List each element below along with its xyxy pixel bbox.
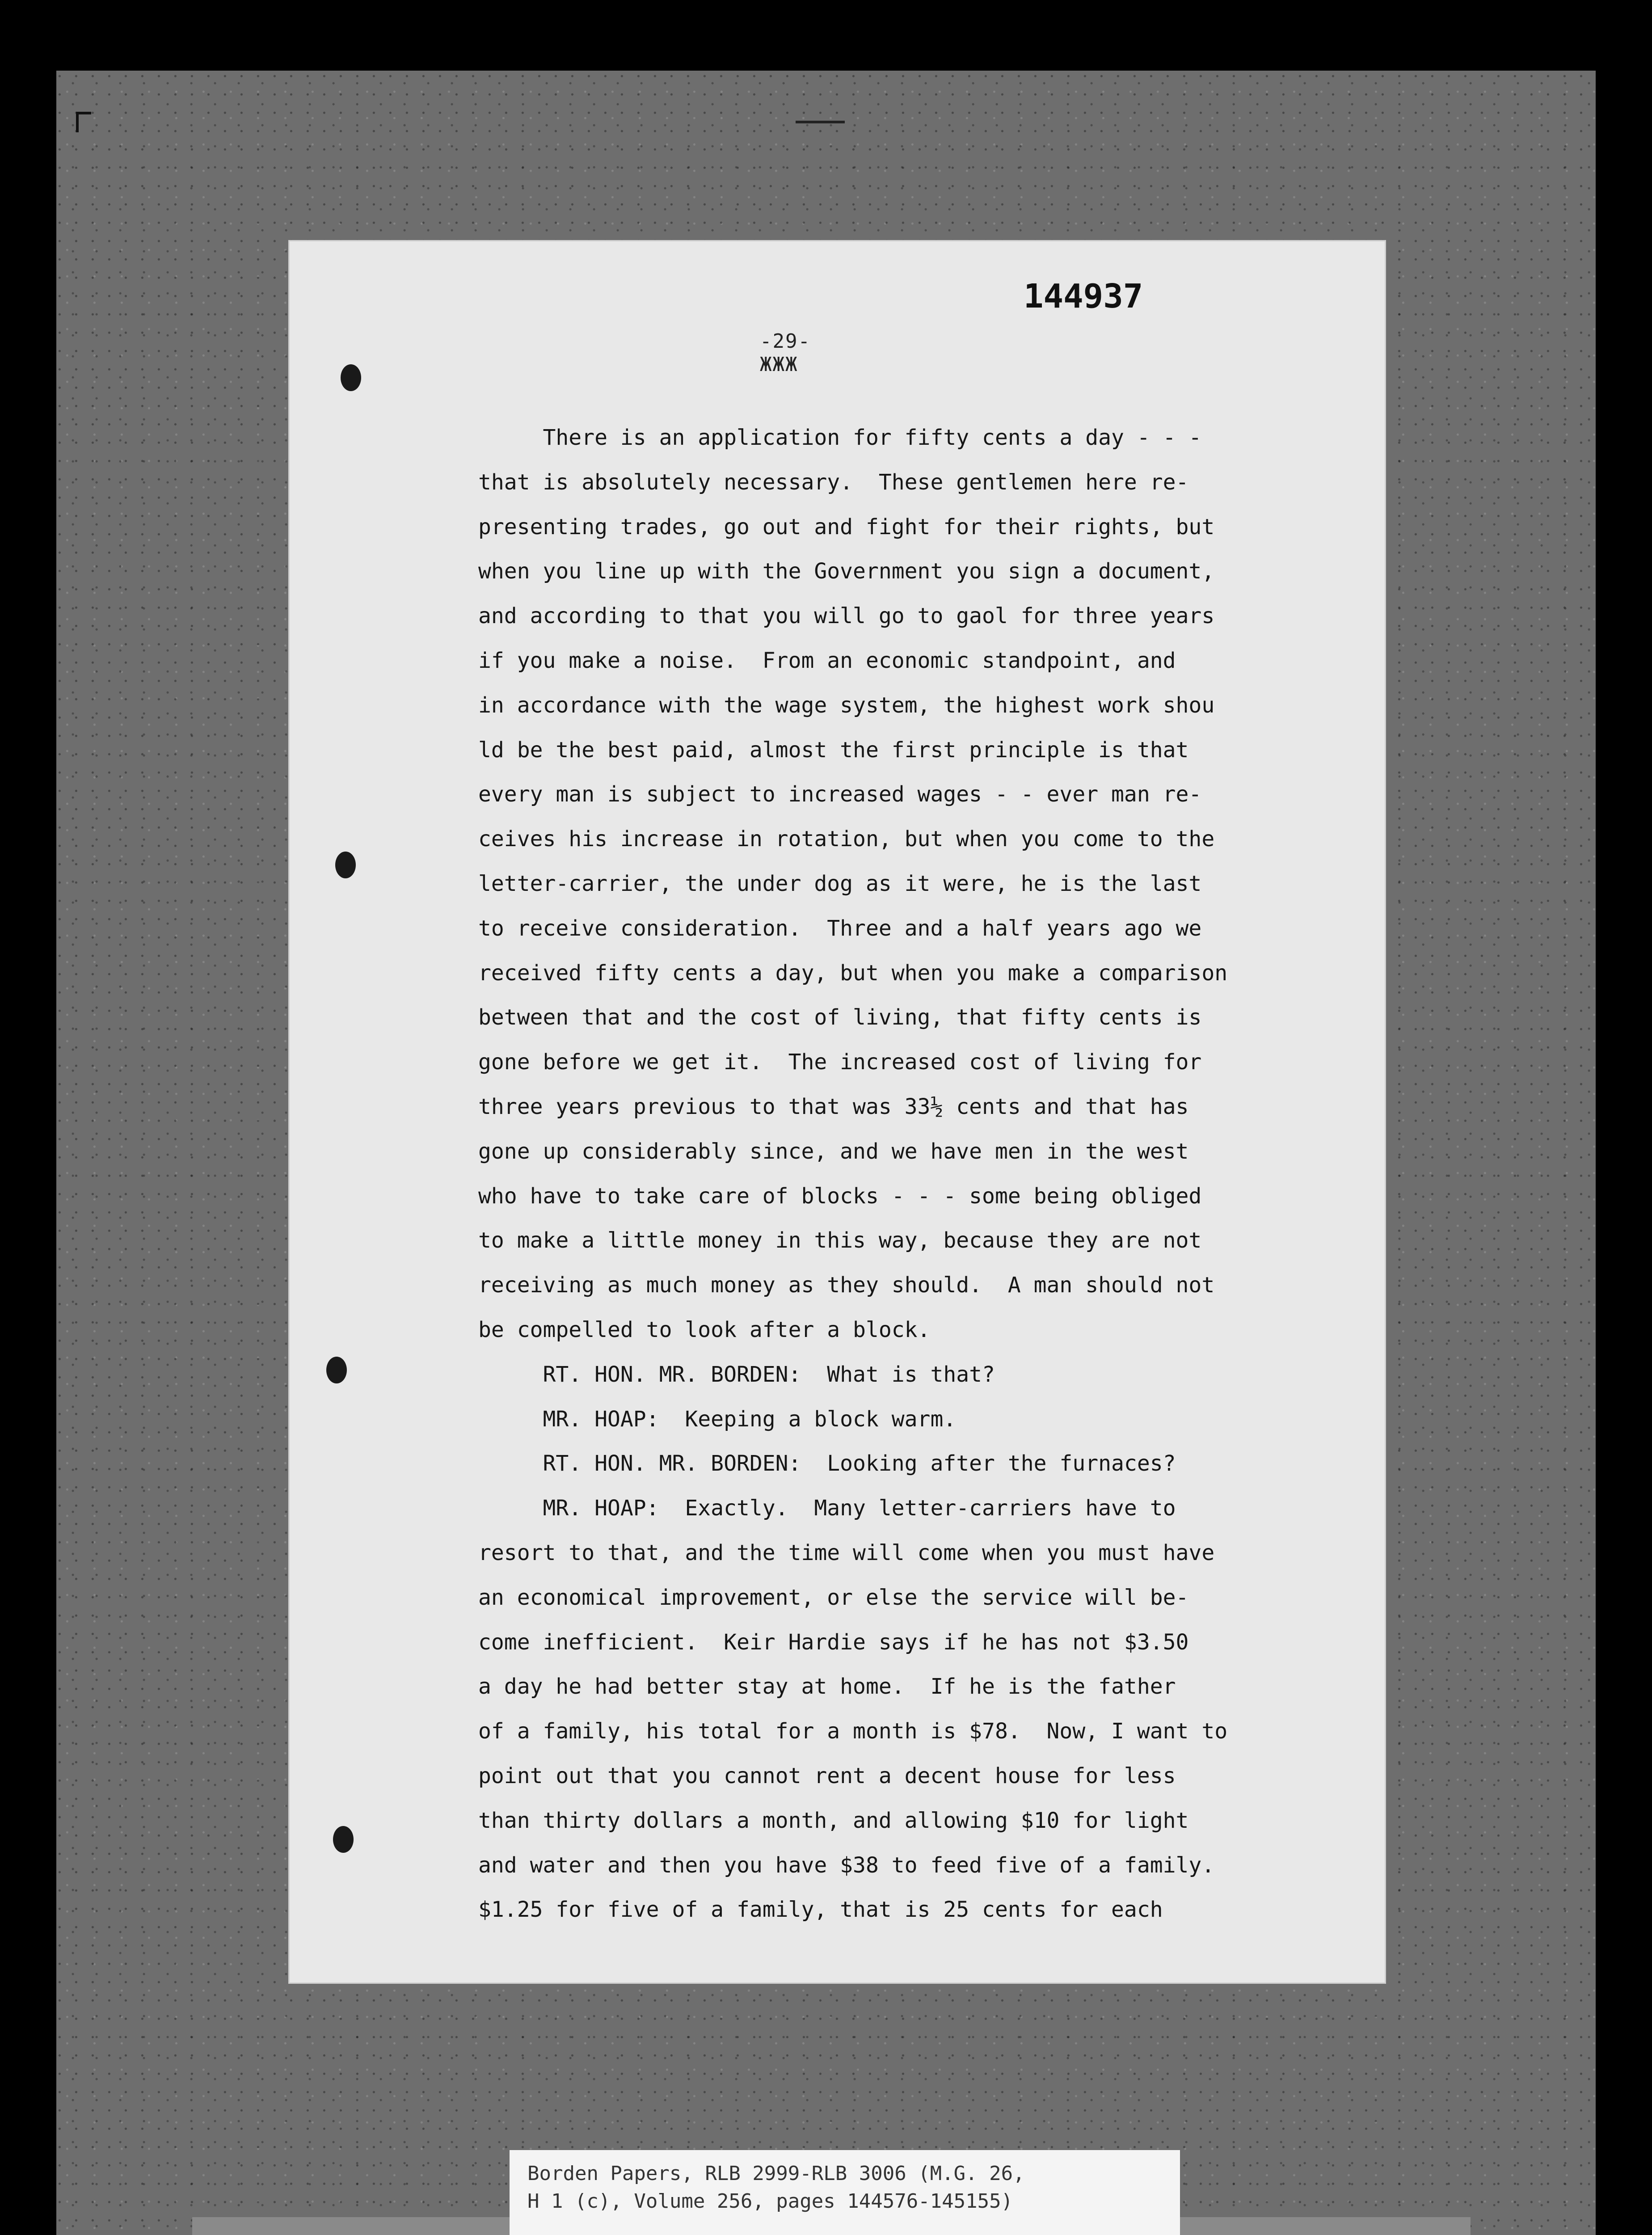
text-line: if you make a noise. From an economic standpoint, and (478, 648, 1176, 673)
struck-page-number: ЖЖЖ (760, 353, 798, 376)
page-number-text: -29- (760, 330, 811, 353)
text-line: gone before we get it. The increased cost of living for (478, 1050, 1202, 1075)
text-line: letter-carrier, the under dog as it were, he is the last (478, 871, 1202, 896)
text-line: receiving as much money as they should. A man should not (478, 1273, 1215, 1298)
text-line: MR. HOAP: Keeping a block warm. (478, 1406, 957, 1432)
text-line: than thirty dollars a month, and allowing $10 for light (478, 1808, 1189, 1833)
film-corner-mark (76, 112, 91, 132)
text-line: every man is subject to increased wages - - ever man re- (478, 782, 1202, 807)
page-number (760, 330, 811, 376)
typed-text-body (478, 416, 1310, 1932)
text-line: RT. HON. MR. BORDEN: What is that? (478, 1362, 995, 1387)
text-line: There is an application for fifty cents a day - - - (478, 425, 1202, 450)
collection-label-line: Borden Papers, RLB 2999-RLB 3006 (M.G. 26, (527, 2162, 1025, 2185)
text-line: received fifty cents a day, but when you make a comparison (478, 960, 1228, 986)
text-line: point out that you cannot rent a decent house for less (478, 1763, 1176, 1788)
text-line: to receive consideration. Three and a half years ago we (478, 915, 1202, 941)
text-line: when you line up with the Government you sign a document, (478, 559, 1215, 584)
text-line: be compelled to look after a block. (478, 1317, 931, 1342)
text-line: $1.25 for five of a family, that is 25 cents for each (478, 1897, 1163, 1923)
text-line: in accordance with the wage system, the highest work shou (478, 692, 1215, 718)
punch-hole (326, 1357, 347, 1383)
text-line: resort to that, and the time will come when you must have (478, 1540, 1215, 1565)
punch-hole (335, 852, 356, 878)
text-line: to make a little money in this way, because they are not (478, 1228, 1202, 1253)
text-line: come inefficient. Keir Hardie says if he has not $3.50 (478, 1629, 1189, 1655)
text-line: and according to that you will go to gaol for three years (478, 603, 1215, 629)
text-line: presenting trades, go out and fight for their rights, but (478, 514, 1215, 540)
text-line: and water and then you have $38 to feed five of a family. (478, 1852, 1215, 1878)
collection-label-line: H 1 (c), Volume 256, pages 144576-145155) (527, 2190, 1013, 2213)
text-line: three years previous to that was 33½ cents and that has (478, 1094, 1189, 1119)
text-line: of a family, his total for a month is $78. Now, I want to (478, 1719, 1228, 1744)
text-line: that is absolutely necessary. These gentlemen here re- (478, 469, 1189, 495)
text-line: ld be the best paid, almost the first principle is that (478, 737, 1189, 763)
text-line: gone up considerably since, and we have men in the west (478, 1139, 1189, 1164)
text-line: MR. HOAP: Exactly. Many letter-carriers have to (478, 1496, 1176, 1521)
document-number: 144937 (1024, 277, 1143, 316)
collection-label (510, 2150, 1180, 2235)
text-line: ceives his increase in rotation, but when you come to the (478, 827, 1215, 852)
text-line: RT. HON. MR. BORDEN: Looking after the furnaces? (478, 1451, 1176, 1476)
punch-hole (333, 1826, 354, 1853)
text-line: a day he had better stay at home. If he is the father (478, 1674, 1176, 1699)
text-line: an economical improvement, or else the service will be- (478, 1585, 1189, 1610)
film-top-mark (796, 121, 845, 123)
punch-hole (341, 364, 361, 391)
text-line: who have to take care of blocks - - - some being obliged (478, 1183, 1202, 1209)
text-line: between that and the cost of living, that fifty cents is (478, 1005, 1202, 1030)
